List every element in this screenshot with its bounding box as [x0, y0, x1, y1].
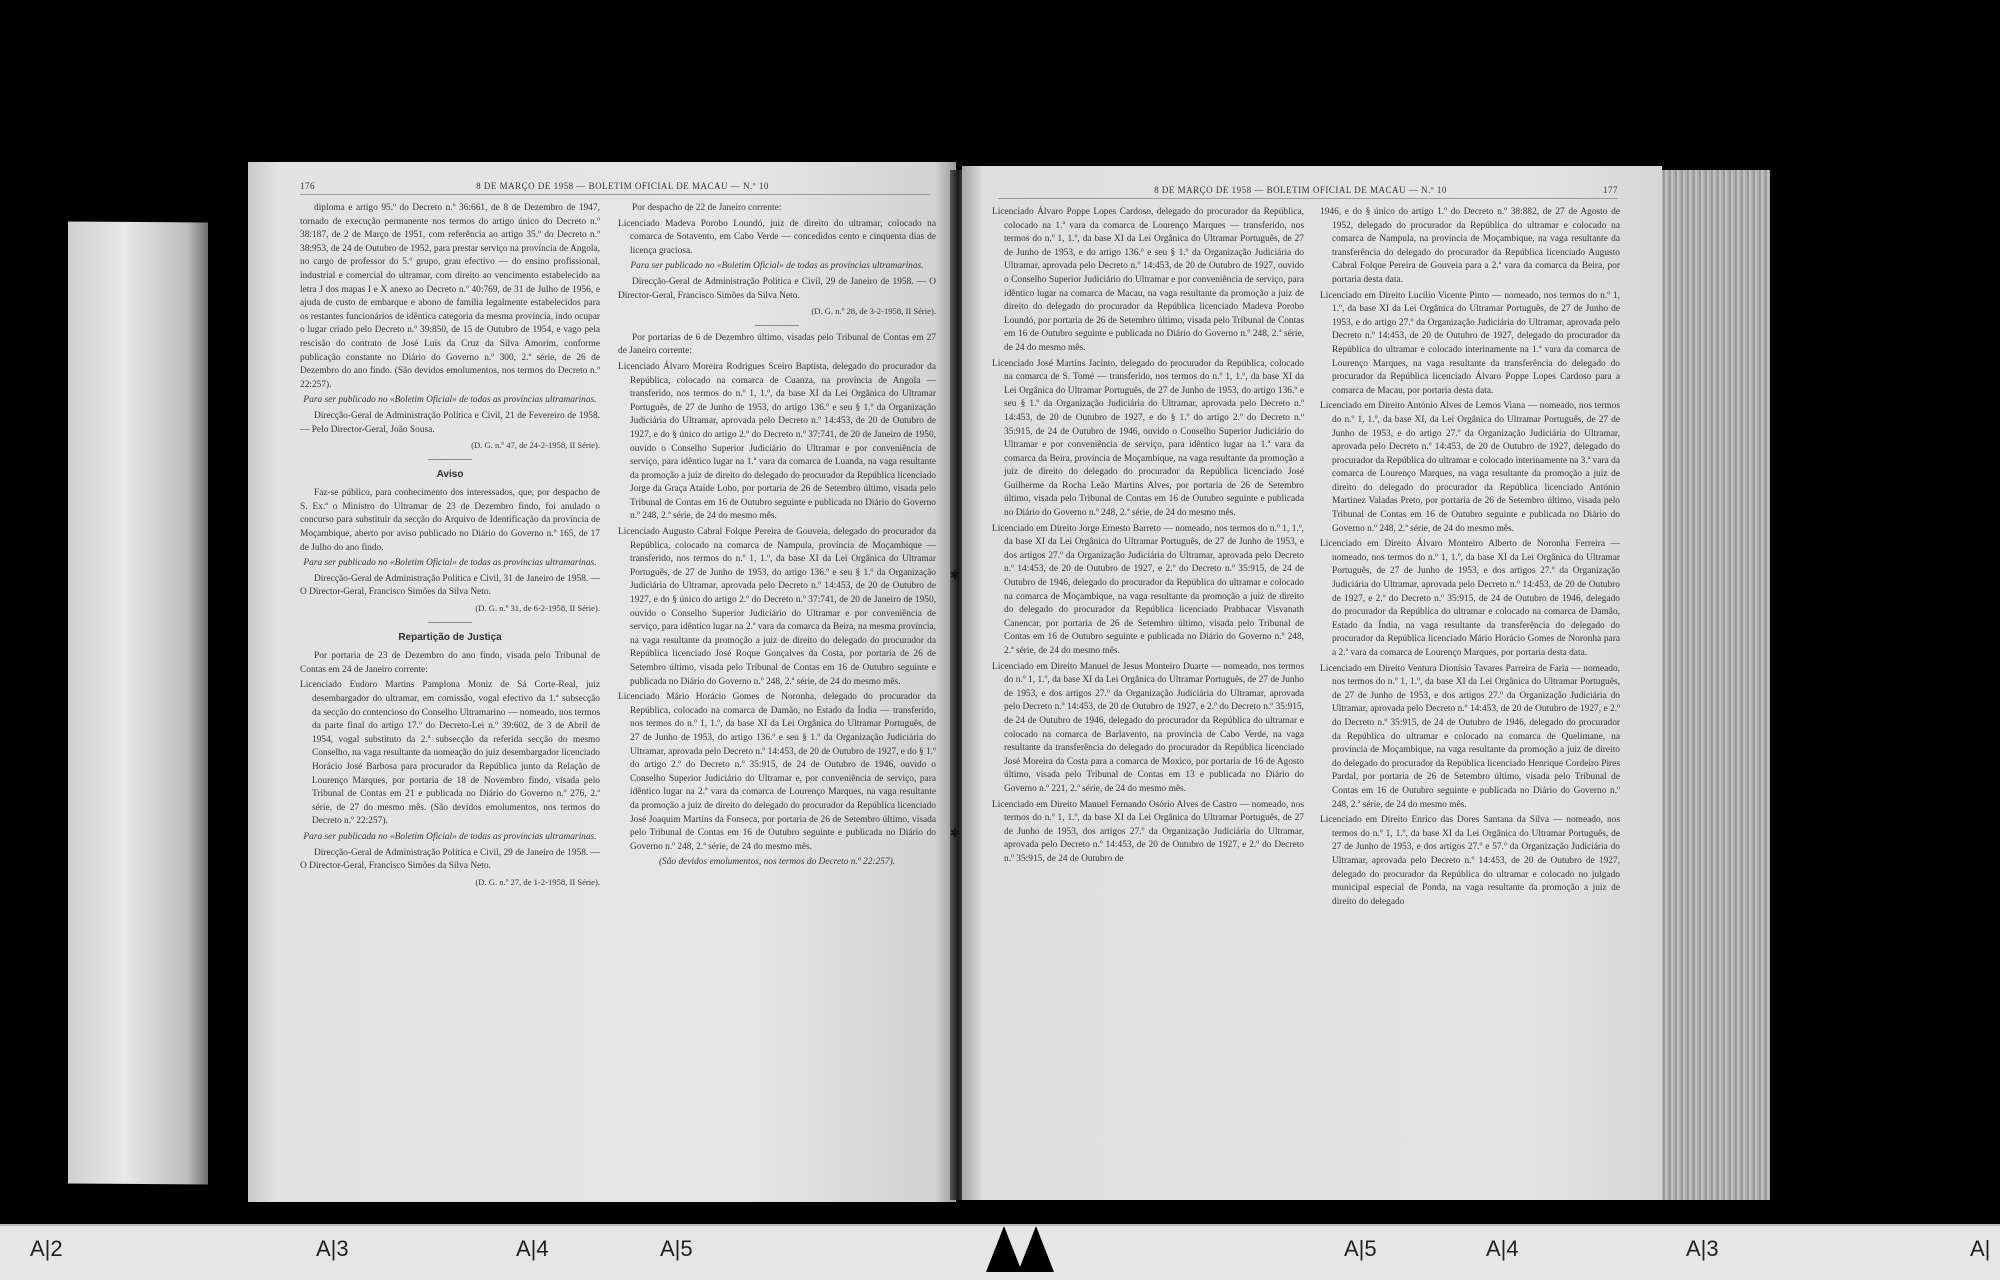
signature-line: Direcção-Geral de Administração Política e Civil, 21 de Fevereiro de 1958. — Pelo Director-Geral, João Sousa.	[300, 410, 600, 435]
publication-note: Para ser publicado no «Boletim Oficial» de todas as províncias ultramarinas.	[303, 395, 597, 406]
fee-note: (São devidos emolumentos, nos termos do Decreto n.º 22:257).	[658, 857, 896, 868]
section-heading: Repartição de Justiça	[398, 631, 502, 643]
signature-line: Direcção-Geral de Administração Política e Civil, 31 de Janeiro de 1958. — O Director-Geral, Francisco Simões da Silva Neto.	[300, 573, 600, 598]
left-column-2	[618, 202, 936, 1180]
right-page-header	[998, 182, 1618, 199]
reference: (D. G. n.º 47, de 24-2-1958, II Série).	[471, 440, 600, 451]
section-heading: Aviso	[436, 468, 464, 480]
publication-note: Para ser publicado no «Boletim Oficial» de todas as províncias ultramarinas.	[303, 558, 597, 569]
publication-note: Para ser publicada no «Boletim Oficial» de todas as províncias ultramarinas.	[303, 831, 597, 842]
paragraph: Por portaria de 23 de Dezembro do ano findo, visada pelo Tribunal de Contas em 24 de Janeiro corrente:	[300, 651, 600, 675]
entry: Licenciado Augusto Cabral Folque Pereira de Gouveia, delegado do procurador da República, colocado na comarca de Nampula, província de Moçambique — transferido, nos termos do n.º 1, 1.º, da base XI da Lei Orgânica do Ultramar Português, de 27 de Junho de 1953, do artigo 136.º e seu § 1.º da Organização Judiciária do Ultramar, aprovada pelo Decreto n.º 14:453, de 20 de Outubro de 1927, e do § único do artigo 2.º do Decreto n.º 37:741, de 20 de Janeiro de 1950, ouvido o Conselho Superior Judiciário do Ultramar e por conveniência de serviço, para idêntico lugar na 2.ª vara da comarca da Beira, na mesma província, na vaga resultante da promoção a juiz de direito do delegado do procurador da República licenciado José Roque Gonçalves da Costa, por portaria de 26 de Setembro último, visada pelo Tribunal de Contas em 16 de Outubro seguinte e publicada no Diário do Governo n.º 248, 2.ª série, de 24 do mesmo mês.	[618, 527, 936, 687]
entry: Licenciado em Direito Enrico das Dores Santana da Silva — nomeado, nos termos do n.º 1, 1.º, da base XI da Lei Orgânica do Ultramar Português, de 27 de Junho de 1953, e dos artigos 27.º e 57.º da Organização Judiciária do Ultramar, aprovada pelo Decreto n.º 14:453, de 20 de Outubro de 1927, delegado do procurador da República do ultramar e colocado no julgado municipal especial de Ponda, na vaga resultante da promoção a juiz de direito do delegado	[1320, 815, 1620, 907]
entry: Licenciado Álvaro Poppe Lopes Cardoso, delegado do procurador da República, colocado na 1.ª vara da comarca de Lourenço Marques — transferido, nos termos do n.º 1, 1.º, da base XI da Lei Orgânica do Ultramar Português, de 27 de Junho de 1953, e do artigo 136.º e seu § 1.º da Organização Judiciária do Ultramar, aprovada pelo Decreto n.º 14:453, de 20 de Outubro de 1927, ouvido o Conselho Superior Judiciário do Ultramar e por conveniência de serviço, para idêntico lugar na comarca de Macau, na vaga resultante da promoção a juiz de direito do delegado do procurador da República licenciado Madeva Porobo Loundó, por portaria de 26 de Setembro último, visada pelo Tribunal de Contas em 16 de Outubro seguinte e publicada no Diário do Governo n.º 248, 2.ª série, de 24 do mesmo mês.	[992, 207, 1304, 353]
paragraph: diploma e artigo 95.º do Decreto n.º 36:661, de 8 de Dezembro de 1947, tornado de execução permanente nos termos do artigo único do Decreto n.º 38:187, de 2 de Março de 1951, com referência ao artigo 35.º do Decreto n.º 38:953, de 24 de Outubro de 1952, para prestar serviço na província de Angola, no cargo de professor do 5.º grupo, grau efectivo — do ensino profissional, industrial e comercial do ultramar, com direito ao vencimento estabelecido na letra J dos mapas I e X anexo ao Decreto n.º 40:769, de 31 de Julho de 1956, e ajuda de custo de embarque e abono de família legalmente estabelecidos para os restantes funcionários de idêntica categoria da mesma província, indo ocupar o lugar criado pelo Decreto n.º 39:850, de 15 de Outubro de 1954, e vago pela rescisão do contrato de José Luís da Cruz da Silva Amorim, conforme publicação constante no Diário do Governo n.º 300, 2.ª série, de 26 de Dezembro do ano findo. (São devidos emolumentos, nos termos do Decreto n.º 22:257).	[300, 203, 600, 390]
entry: Licenciado Eudoro Martins Pamplona Moniz de Sá Corte-Real, juiz desembargador do ultramar, em comissão, vogal efectivo da 1.ª subsecção da secção do contencioso do Conselho Ultramarino — nomeado, nos termos da parte final do artigo 17.º do Decreto-Lei n.º 39:602, de 3 de Abril de 1954, vogal substituto da 2.ª subsecção da referida secção do mesmo Conselho, na vaga resultante da nomeação do juiz desembargador licenciado Horácio José Barbosa para procurador da República junto da Relação de Lourenço Marques, por portaria de 18 de Novembro findo, visada pelo Tribunal de Contas em 21 e publicada no Diário do Governo n.º 276, 2.ª série, de 27 do mesmo mês. (São devidos emolumentos, nos termos do Decreto n.º 22:257).	[300, 680, 600, 827]
entry: Licenciado em Direito Ventura Dionísio Tavares Parreira de Faria — nomeado, nos termos do n.º 1, 1.º, da base XI da Lei Orgânica do Ultramar Português, de 27 de Junho de 1953, e dos artigos 27.º da Organização Judiciária do Ultramar, aprovada pelo Decreto n.º 14:453, de 20 de Outubro de 1927, e 2.º do Decreto n.º 35:915, de 24 de Outubro de 1946, delegado do procurador da República do ultramar e colocado na comarca de Quelimane, na província de Moçambique, na vaga resultante da promoção a juiz de direito do delegado do procurador da República licenciado Henrique Cordeiro Pires Pardal, por portaria de 26 de Setembro último, visada pelo Tribunal de Contas em 16 de Outubro seguinte e publicada no Diário do Governo n.º 248, 2.ª série, de 24 do mesmo mês.	[1320, 663, 1620, 810]
frame-label: A|	[1970, 1236, 1991, 1261]
left-page-header	[300, 178, 930, 195]
left-running-title: 8 DE MARÇO DE 1958 — BOLETIM OFICIAL DE MACAU — N.º 10	[476, 181, 769, 191]
binding-clip-icon: ✱	[950, 826, 961, 840]
frame-label: A|5	[660, 1236, 693, 1261]
reference: (D. G. n.º 27, de 1-2-1958, II Série).	[475, 876, 600, 887]
film-notch-icon	[1018, 1226, 1054, 1272]
entry: Licenciado Álvaro Moreira Rodrigues Sceiro Baptista, delegado do procurador da República, colocado na comarca de Cuanza, na província de Angola — transferido, nos termos do n.º 1, 1.º, da base XI da Lei Orgânica do Ultramar Português, de 27 de Junho de 1953, do artigo 136.º e seu § 1.º da Organização Judiciária do Ultramar, aprovada pelo Decreto n.º 14:453, de 20 de Outubro de 1927, e do § único do artigo 2.º do Decreto n.º 37:741, de 20 de Janeiro de 1950, ouvido o Conselho Superior Judiciário do Ultramar e por conveniência de serviço, para idêntico lugar na 1.ª vara da comarca de Luanda, na vaga resultante da promoção a juiz de direito do delegado do procurador da República licenciado Jorge da Graça Ataíde Lobo, por portaria de 26 de Setembro último, visada pelo Tribunal de Contas em 16 de Outubro seguinte e publicada no Diário do Governo n.º 248, 2.ª série, de 24 do mesmo mês.	[618, 361, 936, 522]
frame-label: A|2	[30, 1236, 63, 1261]
right-column-1	[992, 206, 1304, 1178]
binding-clip-icon: ✱	[950, 568, 961, 582]
frame-label: A|4	[1486, 1236, 1519, 1261]
left-page-number: 176	[300, 181, 315, 191]
signature-line: Direcção-Geral de Administração Política e Civil, 29 de Janeiro de 1958. — O Director-Geral, Francisco Simões da Silva Neto.	[300, 847, 600, 872]
divider	[755, 325, 799, 326]
entry: Licenciado em Direito Álvaro Monteiro Alberto de Noronha Ferreira — nomeado, nos termos do n.º 1, 1.º, da base XI da Lei Orgânica do Ultramar Português, de 27 de Junho de 1953, e dos artigos 27.º da Organização Judiciária do Ultramar, aprovada pelo Decreto n.º 14:453, de 20 de Outubro de 1927, e 2.º do Decreto n.º 35:915, de 24 de Outubro de 1946, delegado do procurador da República do ultramar e colocado na comarca de Damão, Estado da Índia, na vaga resultante da transferência do delegado do procurador da República licenciado Mário Horácio Gomes de Noronha para a 2.ª vara da comarca de Lourenço Marques, por portaria desta data.	[1320, 539, 1620, 658]
loose-sheet	[68, 222, 208, 1185]
entry: Licenciado Mário Horácio Gomes de Noronha, delegado do procurador da República, colocado na comarca de Damão, no Estado da Índia — transferido, nos termos do n.º 1, 1.º, da base XI da Lei Orgânica do Ultramar Português, de 27 de Junho de 1953, do artigo 136.º e seu § 1.º da Organização Judiciária do Ultramar, aprovada pelo Decreto n.º 14:453, de 20 de Outubro de 1927, e do § 1.º do artigo 2.º do Decreto n.º 35:915, de 24 de Outubro de 1946, ouvido o Conselho Superior Judiciário do Ultramar e, por conveniência de serviço, para idêntico lugar na 2.ª vara da comarca de Lourenço Marques, na vaga resultante da promoção a juiz de direito do delegado do procurador da República licenciado José Joaquim Martins da Fonseca, por portaria de 26 de Setembro último, visada pelo Tribunal de Contas em 16 de Outubro seguinte e publicada no Diário do Governo n.º 248, 2.ª série, de 24 do mesmo mês.	[618, 692, 936, 852]
left-column-1	[300, 202, 600, 1180]
right-page-number: 177	[1602, 185, 1618, 195]
frame-label: A|5	[1344, 1236, 1377, 1261]
page-edges	[1662, 170, 1770, 1200]
reference: (D. G. n.º 28, de 3-2-1958, II Série).	[811, 306, 936, 317]
entry: Licenciado em Direito António Alves de Lemos Viana — nomeado, nos termos do n.º 1, 1.º, da base XI, da Lei Orgânica do Ultramar Português, de 27 de Junho de 1953, e do artigo 27.º da Organização Judiciária do Ultramar, aprovada pelo Decreto n.º 14:453, de 20 de Outubro de 1927, delegado do procurador da República do ultramar e colocado interinamente na 3.ª vara da comarca de Lourenço Marques, na vaga resultante da promoção a juiz de direito do delegado do procurador da República licenciado António Martinez Valadas Preto, por portaria de 26 de Setembro último, visada pelo Tribunal de Contas em 16 de Outubro seguinte e publicada no Diário do Governo n.º 248, 2.ª série, de 24 do mesmo mês.	[1320, 401, 1620, 534]
publication-note: Para ser publicado no «Boletim Oficial» de todas as províncias ultramarinas.	[630, 261, 924, 272]
entry: 1946, e do § único do artigo 1.º do Decreto n.º 38:882, de 27 de Agosto de 1952, delegado do procurador da República do ultramar e colocado na comarca de Nampula, na província de Moçambique, na vaga resultante da transferência do delegado do procurador da República licenciado Augusto Cabral Folque Pereira de Gouveia para a 2.ª vara da comarca da Beira, por portaria desta data.	[1320, 207, 1620, 285]
paragraph: Faz-se público, para conhecimento dos interessados, que, por despacho de S. Ex.ª o Ministro do Ultramar de 23 de Dezembro findo, foi anulado o concurso para substituir da secção do Arquivo de Identificação da província de Moçambique, aberto por aviso publicado no Diário do Governo n.º 165, de 17 de Julho do ano findo.	[300, 488, 600, 553]
entry: Licenciado em Direito Manuel Fernando Osório Alves de Castro — nomeado, nos termos do n.º 1, 1.º, da base XI da Lei Orgânica do Ultramar Português, de 27 de Junho de 1953, dos artigos 27.º da Organização Judiciária do Ultramar, aprovada pelo Decreto n.º 14:453, de 20 de Outubro de 1927, e 2.º do Decreto n.º 35:915, de 24 de Outubro de	[992, 799, 1304, 864]
film-notch-icon	[986, 1226, 1022, 1272]
right-running-title: 8 DE MARÇO DE 1958 — BOLETIM OFICIAL DE MACAU — N.º 10	[1154, 185, 1447, 195]
frame-label: A|3	[1686, 1236, 1719, 1261]
entry: Licenciado em Direito Lucílio Vicente Pinto — nomeado, nos termos do n.º 1, 1.º, da base XI da Lei Orgânica do Ultramar Português, de 27 de Junho de 1953, e do artigo 27.º da Organização Judiciária do Ultramar, aprovada pelo Decreto n.º 14:453, de 20 de Outubro de 1927, delegado do procurador da República do ultramar e colocado interinamente na 1.ª vara da comarca de Lourenço Marques, na vaga resultante da transferência do delegado do procurador da República licenciado Álvaro Poppe Lopes Cardoso para a comarca de Macau, por portaria desta data.	[1320, 290, 1620, 396]
paragraph: Por portarias de 6 de Dezembro último, visadas pelo Tribunal de Contas em 27 de Janeiro corrente:	[618, 332, 936, 357]
divider	[428, 622, 472, 623]
frame-label: A|3	[316, 1236, 349, 1261]
entry: Licenciado em Direito Jorge Ernesto Barreto — nomeado, nos termos do n.º 1, 1.º, da base XI da Lei Orgânica do Ultramar Português, de 27 de Junho de 1953, e dos artigos 27.º da Organização Judiciária do Ultramar, aprovada pelo Decreto n.º 14:453, de 20 de Outubro de 1927, e 2.º do Decreto n.º 35:915, de 24 de Outubro de 1946, delegado do procurador da República do ultramar e colocado na comarca de Moçambique, na vaga resultante da promoção a juiz de direito do delegado do procurador da República licenciado Prabhacar Visvanath Canencar, por portaria de 26 de Setembro último, visada pelo Tribunal de Contas em 16 de Outubro seguinte e publicada no Diário do Governo n.º 248, 2.ª série, de 24 do mesmo mês.	[992, 523, 1304, 656]
signature-line: Direcção-Geral de Administração Política e Civil, 29 de Janeiro de 1958. — O Director-Geral, Francisco Simões da Silva Neto.	[618, 276, 936, 301]
left-page	[248, 162, 956, 1202]
entry: Licenciado em Direito Manuel de Jesus Monteiro Duarte — nomeado, nos termos do n.º 1, 1.º, da base XI da Lei Orgânica do Ultramar Português, de 27 de Junho de 1953, e dos artigos 27.º da Organização Judiciária do Ultramar, aprovada pelo Decreto n.º 14:453, de 20 de Outubro de 1927, e 2.º do Decreto n.º 35:915, de 24 de Outubro de 1946, delegado do procurador da República do ultramar e colocado na comarca de Barlavento, na província de Cabo Verde, na vaga resultante da transferência do delegado do procurador da República licenciado José Moreira da Costa para a comarca de Moxico, por portaria de 16 de Agosto último, visada pelo Tribunal de Contas em 13 e publicada no Diário do Governo n.º 221, 2.ª série, de 24 do mesmo mês.	[992, 661, 1304, 794]
right-page	[962, 166, 1662, 1200]
entry: Licenciado Madeva Porobo Loundó, juiz de direito do ultramar, colocado na comarca de Sotavento, em Cabo Verde — concedidos cento e cinquenta dias de licença graciosa.	[618, 218, 936, 256]
frame-label: A|4	[516, 1236, 549, 1261]
right-column-2	[1320, 206, 1620, 1178]
paragraph: Por despacho de 22 de Janeiro corrente:	[632, 203, 782, 213]
entry: Licenciado José Martins Jacinto, delegado do procurador da República, colocado na comarca de S. Tomé — transferido, nos termos do n.º 1, 1.º, da base XI da Lei Orgânica do Ultramar Português, de 27 de Junho de 1953, do artigo 136.º e seu § 1.º da Organização Judiciária do Ultramar, aprovada pelo Decreto n.º 14:453, de 20 de Outubro de 1927, e do § 1.º do artigo 2.º do Decreto n.º 35:915, de 24 de Outubro de 1946, ouvido o Conselho Superior Judiciário do Ultramar e por conveniência de serviço, para idêntico lugar na 1.ª vara da comarca da Beira, província de Moçambique, na vaga resultante da promoção a juiz de direito do delegado do procurador da República licenciado José Guilherme da Rocha Leão Martins Alves, por portaria de 26 de Setembro último, visada pelo Tribunal de Contas em 16 de Outubro seguinte e publicada no Diário do Governo n.º 248, 2.ª série, de 24 do mesmo mês.	[992, 358, 1304, 519]
reference: (D. G. n.º 31, de 6-2-1958, II Série).	[475, 603, 600, 614]
divider	[428, 459, 472, 460]
